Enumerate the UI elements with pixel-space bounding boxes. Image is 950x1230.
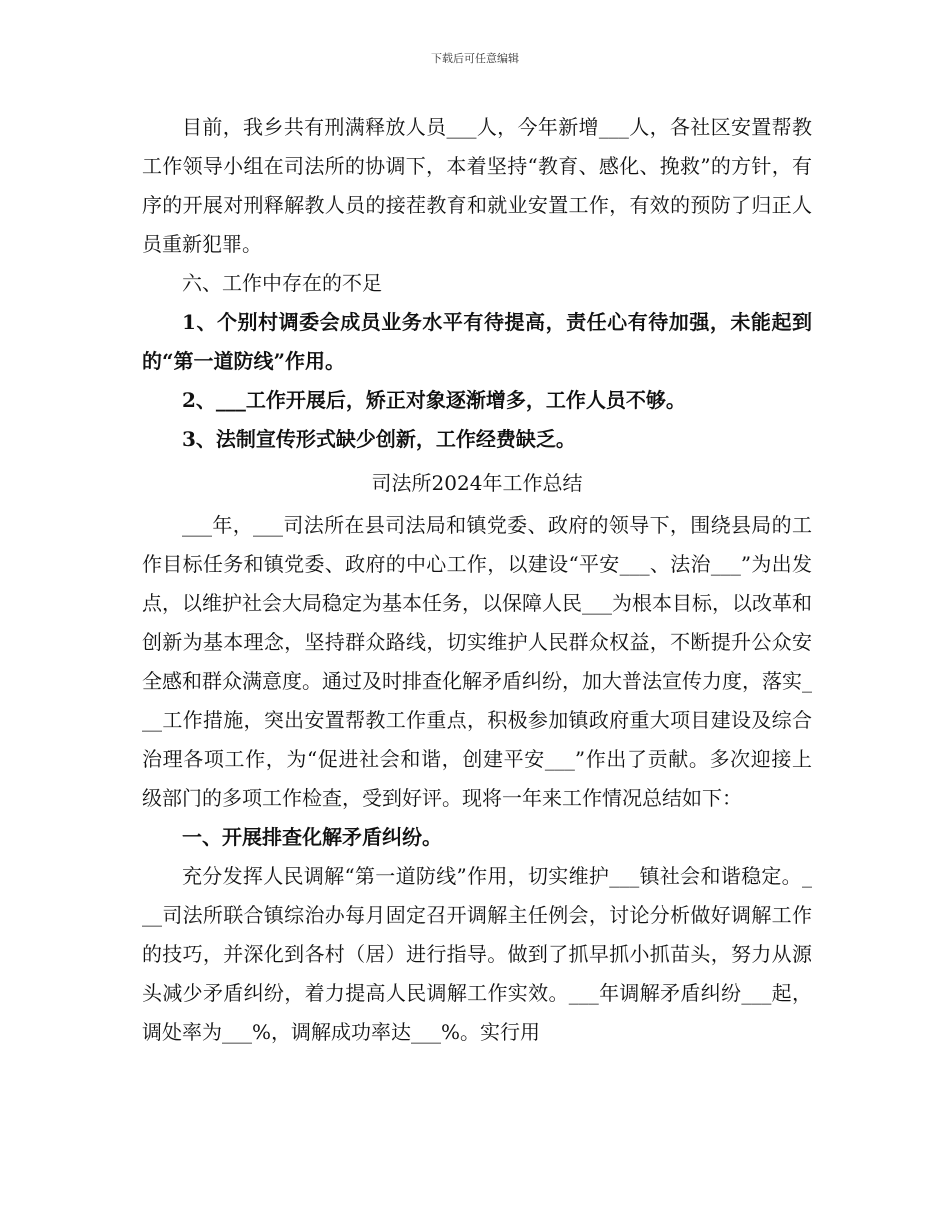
list-item-1: 1、个别村调委会成员业务水平有待提高，责任心有待加强，未能起到的“第一道防线”作用。 — [142, 310, 812, 373]
list-item-2: 2、___工作开展后，矫正对象逐渐增多，工作人员不够。 — [182, 388, 686, 412]
paragraph-overview: ___年，___司法所在县司法局和镇党委、政府的领导下，围绕县局的工作目标任务和镇党委、政府的中心工作，以建设“平安___、法治___”为出发点，以维护社会大局稳定为基本任务，以保障人民___为根本目标，以改革和创新为基本理念，坚持群众路线，切实维护人民群众权益，不断提升公众安全感和群众满意度。通过及时排查化解矛盾纠纷，加大普法宣传力度，落实___工作措施，突出安置帮教工作重点，积极参加镇政府重大项目建设及综合治理各项工作，为“促进社会和谐，创建平安___”作出了贡献。多次迎接上级部门的多项工作检查，受到好评。现将一年来工作情况总结如下： — [142, 513, 812, 810]
page-header: 下载后可任意编辑 — [431, 52, 519, 65]
document-body — [142, 108, 812, 1052]
document-title: 司法所2024年工作总结 — [371, 471, 583, 495]
heading-shortcomings: 六、工作中存在的不足 — [182, 271, 382, 295]
heading-section-1: 一、开展排查化解矛盾纠纷。 — [182, 825, 442, 849]
paragraph-mediation: 充分发挥人民调解“第一道防线”作用，切实维护___镇社会和谐稳定。___司法所联合镇综治办每月固定召开调解主任例会，讨论分析做好调解工作的技巧，并深化到各村（居）进行指导。做到了抓早抓小抓苗头，努力从源头减少矛盾纠纷，着力提高人民调解工作实效。___年调解矛盾纠纷___起，调处率为___%，调解成功率达___%。实行用 — [142, 864, 812, 1044]
paragraph-resettlement: 目前，我乡共有刑满释放人员___人，今年新增___人，各社区安置帮教工作领导小组在司法所的协调下，本着坚持“教育、感化、挽救”的方针，有序的开展对刑释解教人员的接茬教育和就业安置工作，有效的预防了归正人员重新犯罪。 — [142, 115, 812, 256]
list-item-3: 3、法制宣传形式缺少创新，工作经费缺乏。 — [182, 427, 576, 451]
